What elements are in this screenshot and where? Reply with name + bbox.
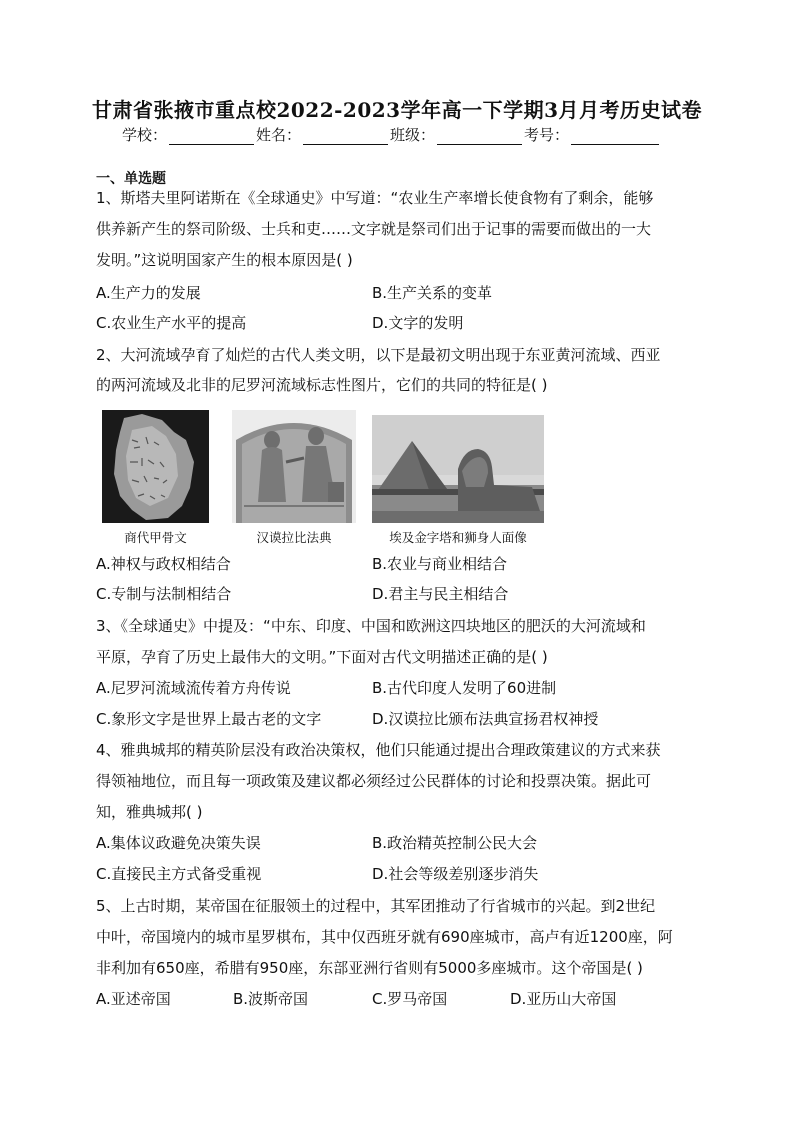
student-info-row xyxy=(122,124,661,145)
pyramid-sphinx-photo xyxy=(372,415,544,523)
question-5-line: 中叶，帝国境内的城市星罗棋布，其中仅西班牙就有690座城市，高卢有近1200座，阿 xyxy=(96,928,673,946)
option-c[interactable]: C.罗马帝国 xyxy=(372,990,448,1008)
question-1-line: 供养新产生的祭司阶级、士兵和吏……文字就是祭司们出于记事的需要而做出的一大 xyxy=(96,220,652,238)
option-d[interactable]: D.汉谟拉比颁布法典宣扬君权神授 xyxy=(372,710,599,728)
option-c[interactable]: C.直接民主方式备受重视 xyxy=(96,865,262,883)
image-caption: 汉谟拉比法典 xyxy=(256,530,332,545)
question-5-line: 5、上古时期，某帝国在征服领土的过程中，其军团推动了行省城市的兴起。到2世纪 xyxy=(96,897,656,915)
class-blank[interactable] xyxy=(437,128,522,145)
question-5-line: 非利加有650座，希腊有950座，东部亚洲行省则有5000多座城市。这个帝国是( ) xyxy=(96,959,643,977)
option-a[interactable]: A.集体议政避免决策失误 xyxy=(96,834,261,852)
image-caption: 埃及金字塔和狮身人面像 xyxy=(389,530,527,545)
question-1-line: 1、斯塔夫里阿诺斯在《全球通史》中写道：“农业生产率增长使食物有了剩余，能够 xyxy=(96,189,654,207)
option-d[interactable]: D.君主与民主相结合 xyxy=(372,585,509,603)
option-a[interactable]: A.神权与政权相结合 xyxy=(96,555,231,573)
school-blank[interactable] xyxy=(169,128,254,145)
class-label: 班级： xyxy=(390,126,436,144)
question-4-line: 知，雅典城邦( ) xyxy=(96,803,203,821)
exam-number-label: 考号： xyxy=(524,126,570,144)
option-b[interactable]: B.农业与商业相结合 xyxy=(372,555,508,573)
option-b[interactable]: B.古代印度人发明了60进制 xyxy=(372,679,557,697)
option-b[interactable]: B.生产关系的变革 xyxy=(372,284,493,302)
option-a[interactable]: A.亚述帝国 xyxy=(96,990,171,1008)
exam-number-blank[interactable] xyxy=(571,128,659,145)
question-4-line: 得领袖地位，而且每一项政策及建议都必须经过公民群体的讨论和投票决策。据此可 xyxy=(96,772,652,790)
oracle-bone-photo xyxy=(102,410,209,523)
question-4-line: 4、雅典城邦的精英阶层没有政治决策权，他们只能通过提出合理政策建议的方式来获 xyxy=(96,741,661,759)
question-2-line: 的两河流域及北非的尼罗河流域标志性图片，它们的共同的特征是( ) xyxy=(96,376,548,394)
option-d[interactable]: D.社会等级差别逐步消失 xyxy=(372,865,539,883)
hammurabi-stele-photo xyxy=(232,410,356,523)
option-c[interactable]: C.农业生产水平的提高 xyxy=(96,314,247,332)
option-b[interactable]: B.政治精英控制公民大会 xyxy=(372,834,538,852)
option-d[interactable]: D.文字的发明 xyxy=(372,314,464,332)
option-d[interactable]: D.亚历山大帝国 xyxy=(510,990,617,1008)
question-2-line: 2、大河流域孕育了灿烂的古代人类文明，以下是最初文明出现于东亚黄河流域、西亚 xyxy=(96,346,661,364)
name-label: 姓名： xyxy=(256,126,302,144)
question-3-line: 平原，孕育了历史上最伟大的文明。”下面对古代文明描述正确的是( ) xyxy=(96,648,548,666)
option-c[interactable]: C.专制与法制相结合 xyxy=(96,585,232,603)
option-b[interactable]: B.波斯帝国 xyxy=(233,990,309,1008)
image-caption: 商代甲骨文 xyxy=(124,530,187,545)
name-blank[interactable] xyxy=(303,128,388,145)
question-1-line: 发明。”这说明国家产生的根本原因是( ) xyxy=(96,251,353,269)
option-a[interactable]: A.尼罗河流域流传着方舟传说 xyxy=(96,679,291,697)
section-title: 一、单选题 xyxy=(96,171,166,187)
option-a[interactable]: A.生产力的发展 xyxy=(96,284,201,302)
question-3-line: 3、《全球通史》中提及：“中东、印度、中国和欧洲这四块地区的肥沃的大河流域和 xyxy=(96,617,646,635)
school-label: 学校： xyxy=(122,126,168,144)
option-c[interactable]: C.象形文字是世界上最古老的文字 xyxy=(96,710,322,728)
exam-title: 甘肃省张掖市重点校2022-2023学年高一下学期3月月考历史试卷 xyxy=(91,98,703,122)
